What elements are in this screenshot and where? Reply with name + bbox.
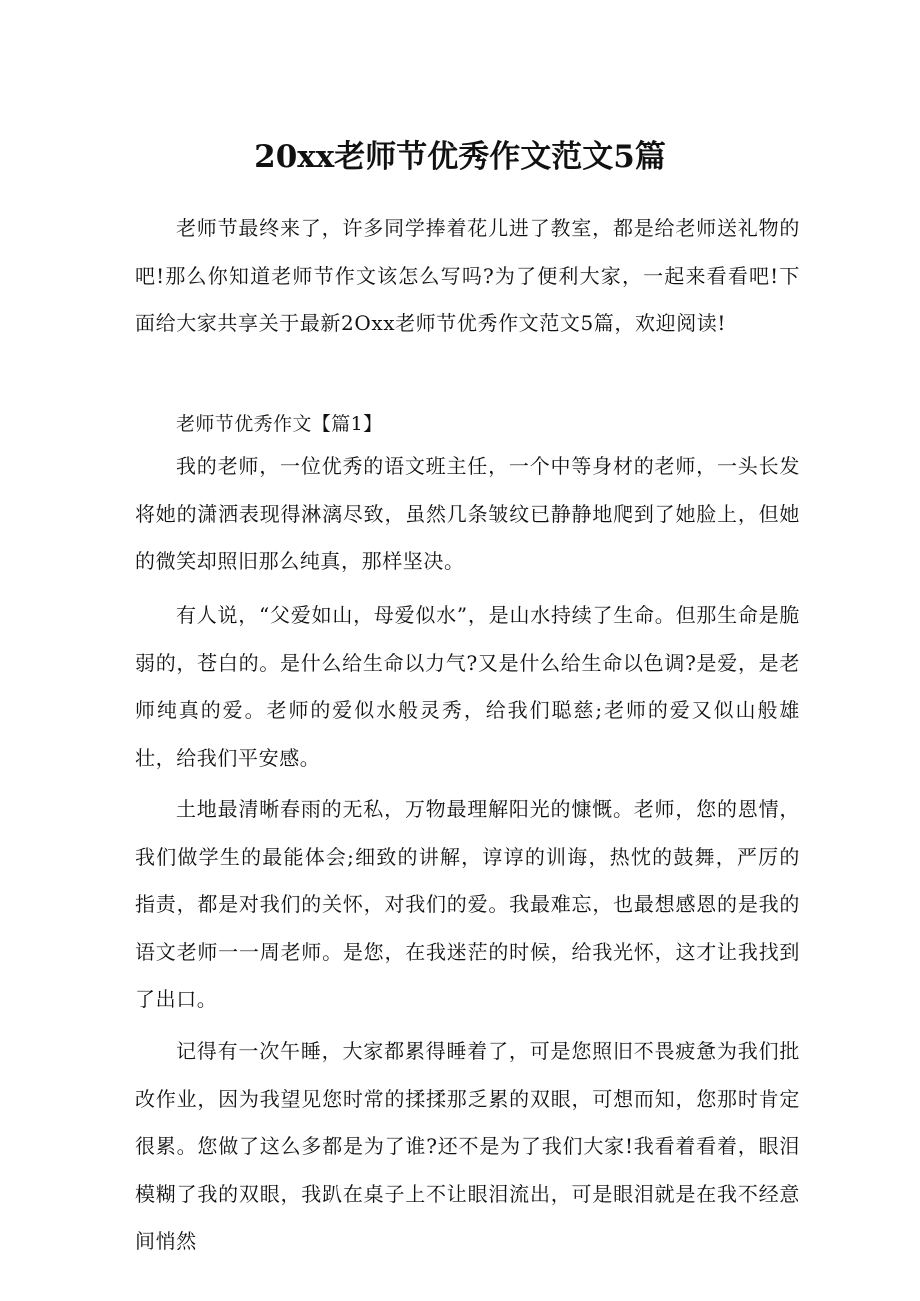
document-title: 20xx老师节优秀作文范文5篇 (254, 139, 666, 175)
body-paragraph-2: 有人说，“父爱如山，母爱似水”，是山水持续了生命。但那生命是脆弱的，苍白的。是什么给生命以力气?又是什么给生命以色调?是爱，是老师纯真的爱。老师的爱似水般灵秀，给我们聪慈;老师的爱又似山般雄壮，给我们平安感。 (135, 603, 800, 770)
intro-paragraph: 老师节最终来了，许多同学捧着花儿进了教室，都是给老师送礼物的吧!那么你知道老师节作文该怎么写吗?为了便利大家，一起来看看吧!下面给大家共享关于最新2Oxx老师节优秀作文范文5篇，欢迎阅读! (135, 216, 800, 335)
body-paragraph-1: 我的老师，一位优秀的语文班主任，一个中等身材的老师，一头长发将她的潇洒表现得淋漓尽致，虽然几条皱纹已静静地爬到了她脸上，但她的微笑却照旧那么纯真，那样坚决。 (135, 454, 800, 573)
body-paragraph-4: 记得有一次午睡，大家都累得睡着了，可是您照旧不畏疲惫为我们批改作业，因为我望见您时常的揉揉那乏累的双眼，可想而知，您那时肯定很累。您做了这么多都是为了谁?还不是为了我们大家!我看着看着，眼泪模糊了我的双眼，我趴在桌子上不让眼泪流出，可是眼泪就是在我不经意间悄然 (135, 1039, 800, 1253)
section-heading: 老师节优秀作文【篇1】 (176, 413, 383, 435)
body-paragraph-3: 土地最清晰春雨的无私，万物最理解阳光的慷慨。老师，您的恩情，我们做学生的最能体会;细致的讲解，谆谆的训诲，热忱的鼓舞，严厉的指责，都是对我们的关怀，对我们的爱。我最难忘，也最想感恩的是我的语文老师一一周老师。是您，在我迷茫的时候，给我光怀，这才让我找到了出口。 (135, 797, 800, 1011)
